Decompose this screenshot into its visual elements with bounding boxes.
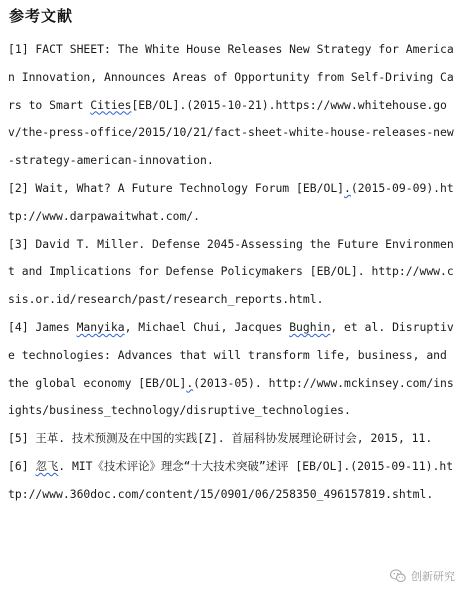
reference-text: [6] [8, 458, 36, 473]
reference-text: [4] James [8, 319, 77, 334]
reference-item [8, 231, 458, 314]
reference-text: [EB/OL].(2015-10-21).https://www.whitehouse.gov/the-press-office/2015/10/21/fact-sheet-white-house-releases-new-strategy-american-innovation. [8, 97, 454, 168]
spellcheck-flagged-text: . [344, 180, 351, 195]
spellcheck-flagged-text: 忽飞 [35, 458, 59, 473]
watermark [390, 568, 455, 584]
watermark-label: 创新研究 [411, 570, 455, 583]
wechat-icon [390, 569, 406, 583]
spellcheck-flagged-text: Bughin [289, 319, 331, 334]
reference-text: [1] FACT SHEET: The White House Releases New Strategy for American Innovation, Announces Areas of Opportunity from Self-Driving Cars to Smart [8, 42, 454, 112]
reference-item [8, 453, 458, 509]
reference-text: (2015-09-09).http://www.darpawaitwhat.com/. [8, 180, 454, 223]
reference-text: [3] David T. Miller. Defense 2045-Assessing the Future Environment and Implications for Defense Policymakers [EB/OL]. http://www.csis.or.id/research/past/research_reports.html. [8, 236, 454, 307]
spellcheck-flagged-text: . [186, 375, 194, 390]
reference-text: [5] 王革. 技术预测及在中国的实践[Z]. 首届科协发展理论研讨会, 2015, 11. [8, 431, 433, 446]
reference-text: . MIT《技术评论》理念“十大技术突破”述评 [EB/OL].(2015-09-11).http://www.360doc.com/content/15/0901/06/258350_496157819.shtml. [8, 458, 454, 501]
reference-item [8, 314, 458, 425]
reference-item [8, 175, 458, 231]
spellcheck-flagged-text: Manyika [76, 319, 125, 334]
reference-text: (2013-05). http://www.mckinsey.com/insights/business_technology/disruptive_technologies. [8, 375, 454, 418]
reference-list [8, 36, 458, 509]
reference-item [8, 36, 458, 175]
spellcheck-flagged-text: Cities [90, 97, 132, 112]
reference-text: , Michael Chui, Jacques [124, 319, 290, 334]
reference-item [8, 425, 458, 453]
reference-text: [2] Wait, What? A Future Technology Forum [EB/OL] [8, 180, 345, 195]
references-heading: 参考文献 [9, 7, 74, 25]
reference-text: , et al. Disruptive technologies: Advances that will transform life, business, and the global economy [EB/OL] [8, 319, 454, 390]
